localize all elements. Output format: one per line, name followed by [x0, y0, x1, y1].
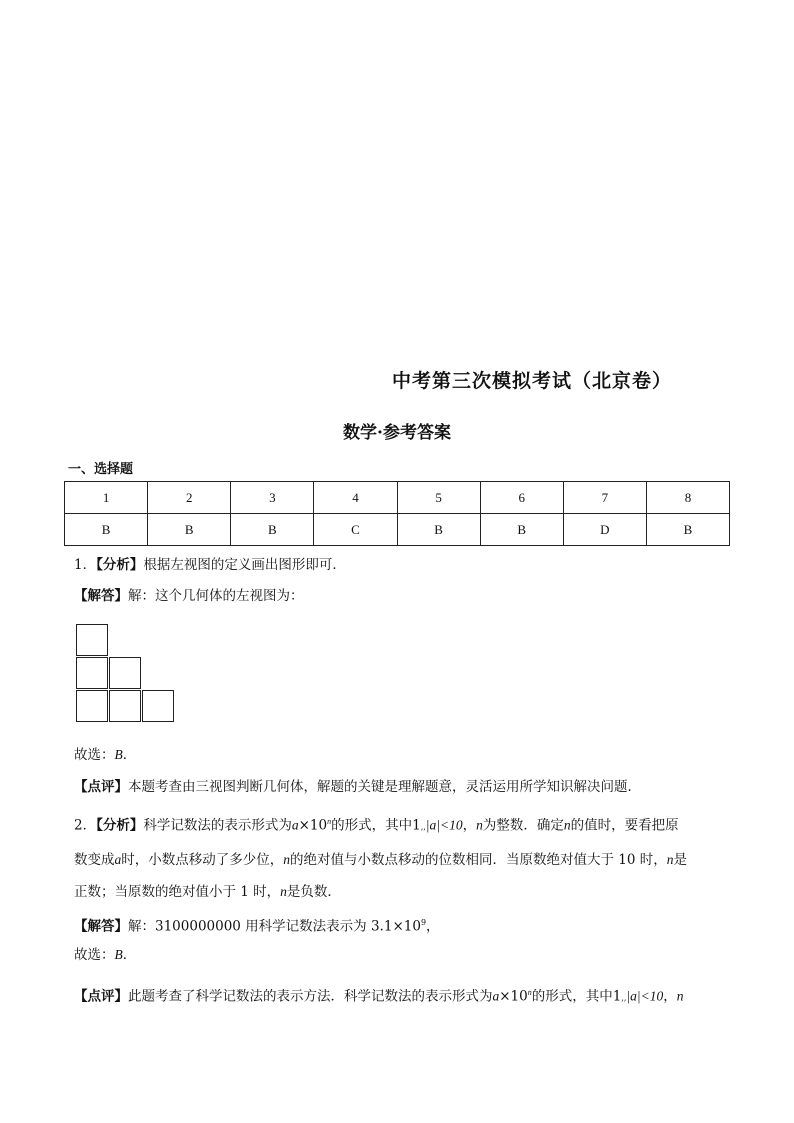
q2-exponent: n: [527, 988, 532, 997]
q2-choice-value: B: [114, 947, 123, 962]
table-row-answers: [65, 514, 730, 546]
q2-comment: 【点评】此题考查了科学记数法的表示方法．科学记数法的表示形式为$a\times 10^n$的形式，其中1,,|a|<10，n: [74, 988, 684, 1005]
q2-text: 时，小数点移动了多少位，: [121, 852, 284, 868]
q1-analysis-tag: 【分析】: [96, 557, 144, 573]
q2-solution-end: ，: [426, 918, 440, 935]
q2-number: 2．: [74, 817, 97, 834]
q1-solution-text: 解：这个几何体的左视图为：: [128, 588, 304, 604]
q2-var: a: [291, 817, 299, 833]
q1-solution: [74, 586, 304, 606]
table-cell: 8: [646, 482, 729, 514]
table-row-questions: [65, 482, 730, 514]
q2-choice: [74, 945, 136, 965]
q2-choice-label: 故选：: [74, 947, 115, 963]
table-cell: 4: [314, 482, 397, 514]
q2-text: 正数；当原数的绝对值小于 1 时，: [74, 884, 281, 900]
table-cell: B: [480, 514, 563, 546]
q2-abs-expr: |a|<10: [626, 988, 664, 1004]
figure-square: [109, 690, 141, 722]
q2-var: a: [114, 852, 122, 867]
q2-var: n: [280, 884, 287, 899]
q2-text: ，: [462, 817, 477, 834]
figure-square: [76, 657, 108, 689]
figure-square: [109, 657, 141, 689]
q1-analysis-text: 根据左视图的定义画出图形即可．: [143, 557, 346, 573]
q2-solution-text: 解：3100000000 用科学记数法表示为 3.1×10: [128, 918, 421, 935]
section-heading: 一、选择题: [68, 462, 134, 477]
q2-choice-end: ．: [122, 947, 137, 963]
q2-analysis-line3: [74, 882, 341, 902]
q2-text: 为整数．确定: [482, 817, 564, 834]
q1-choice: [74, 745, 136, 765]
q2-var: a: [492, 988, 500, 1004]
q2-text: 科学记数法的表示形式为: [143, 817, 292, 834]
q2-solution-exponent: 9: [420, 918, 427, 927]
figure-square: [76, 690, 108, 722]
q2-var: n: [283, 852, 290, 867]
q2-text: ×10: [499, 988, 528, 1005]
q1-comment: [74, 777, 641, 797]
q2-text: 的形式，其中1: [531, 988, 622, 1005]
table-cell: 6: [480, 482, 563, 514]
table-cell: 2: [148, 482, 231, 514]
q2-comment-text: 此题考查了科学记数法的表示方法．科学记数法的表示形式为: [128, 988, 493, 1005]
q2-abs-expr: |a|<10: [425, 817, 463, 833]
q2-text: ×10: [298, 817, 328, 834]
table-cell: 3: [231, 482, 314, 514]
q2-text: 的绝对值与小数点移动的位数相同．当原数绝对值大于 10 时，: [290, 852, 667, 868]
q1-analysis: [74, 555, 346, 575]
q2-var: n: [476, 817, 483, 833]
table-cell: D: [563, 514, 646, 546]
q2-text: 是负数．: [286, 884, 341, 900]
q2-solution-tag: 【解答】: [74, 918, 128, 935]
q1-choice-value: B: [114, 747, 123, 762]
q2-comment-tag: 【点评】: [74, 988, 128, 1005]
q2-solution: [74, 913, 440, 937]
figure-square: [142, 690, 174, 722]
table-cell: B: [148, 514, 231, 546]
table-cell: 7: [563, 482, 646, 514]
q2-text: 是: [673, 852, 688, 868]
table-cell: B: [397, 514, 480, 546]
figure-square: [76, 624, 108, 656]
page-subtitle: 数学·参考答案: [343, 423, 451, 443]
q2-var: n: [563, 817, 571, 833]
q1-choice-end: ．: [122, 747, 137, 763]
q1-comment-text: 本题考查由三视图判断几何体，解题的关键是理解题意，灵活运用所学知识解决问题．: [128, 779, 641, 795]
table-cell: 1: [65, 482, 148, 514]
q1-solution-tag: 【解答】: [74, 588, 128, 604]
answer-table: [64, 481, 730, 546]
q2-analysis-line1: 2．【分析】科学记数法的表示形式为$a\times 10^n$的形式，其中1,,|a|<10，n为整数．确定n的值时，要看把原: [74, 817, 679, 834]
q2-text: 的形式，其中1: [331, 817, 421, 834]
q2-text: 的值时，要看把原: [570, 817, 679, 834]
q2-var: n: [676, 988, 684, 1004]
table-cell: 5: [397, 482, 480, 514]
q2-analysis-tag: 【分析】: [96, 817, 144, 834]
page-title: 中考第三次模拟考试（北京卷）: [392, 370, 673, 392]
q1-comment-tag: 【点评】: [74, 779, 128, 795]
q2-var: n: [666, 852, 674, 867]
q2-analysis-line2: [74, 850, 687, 870]
table-cell: B: [646, 514, 729, 546]
q2-exponent: n: [327, 817, 332, 826]
q1-choice-label: 故选：: [74, 747, 115, 763]
q1-number: 1．: [74, 557, 97, 573]
left-view-figure: [76, 624, 178, 724]
q2-text: ，: [663, 988, 677, 1005]
table-cell: C: [314, 514, 397, 546]
table-cell: B: [231, 514, 314, 546]
table-cell: B: [65, 514, 148, 546]
q2-text: 数变成: [74, 852, 115, 868]
